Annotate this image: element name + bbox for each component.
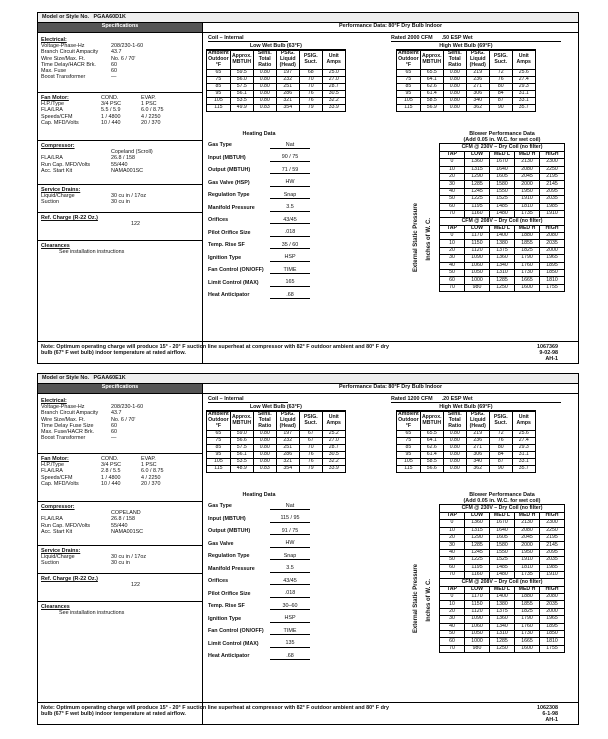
- doc-code: 1062308: [537, 705, 558, 711]
- sheet-header: [38, 374, 578, 384]
- ref-charge-section: [38, 574, 202, 602]
- spec-row: H.P./Type 3/4 PSC 1 PSC: [41, 101, 157, 108]
- spec-row: Suction 30 cu in: [41, 560, 130, 567]
- low-wb-table: [206, 404, 346, 473]
- heating-row: Temp. Rise SF 30–60: [208, 600, 310, 613]
- table-row: 0 1360 1670 2130 2300: [440, 159, 565, 166]
- heating-row: Gas Type Nat: [208, 500, 310, 513]
- model-label: Model or Style No.: [42, 375, 90, 381]
- col-header: MED H: [515, 512, 540, 519]
- spec-key: Max. Fuse/HACR Brk.: [41, 429, 95, 436]
- table-row: 75 56.6 0.80 232 67 27.0: [207, 438, 346, 445]
- spec-row: FLA/LRA 2.8 / 5.5 6.0 / 8.75: [41, 468, 164, 475]
- table-row: 95 61.4 0.80 306 84 31.1: [397, 452, 536, 459]
- col-header: Ambient Outdoor °F: [208, 411, 229, 430]
- table-row: 105 53.5 0.80 321 76 32.2: [207, 97, 346, 104]
- spec-row: Acc. Start Kit NAMA001SC: [41, 528, 144, 535]
- spec-value: 43.7: [111, 49, 122, 56]
- table-row: 10 1150 1380 1855 2035: [440, 601, 565, 608]
- heating-row: Regulation Type Snap: [208, 550, 310, 563]
- section-title: Electrical:: [41, 37, 67, 43]
- coil-label: Coil: [208, 35, 219, 41]
- col-header: PSIG. Suct.: [489, 412, 512, 431]
- fan-motor-section: [38, 454, 202, 502]
- spec-key: Branch Circuit Ampacity: [41, 410, 99, 417]
- note: [38, 702, 578, 724]
- blower-performance: [439, 131, 565, 292]
- blower-group-title: CFM @ 230V – Dry Coil (no filter): [440, 144, 565, 151]
- coil-label: Coil: [208, 396, 219, 402]
- heating-row: Pilot Orifice Size .018: [208, 227, 310, 240]
- col-header: MED H: [515, 225, 540, 232]
- doc-code: AH-1: [545, 356, 558, 363]
- compressor-section: [38, 502, 202, 546]
- table-row: 10 1315 1640 2080 2250: [440, 527, 565, 534]
- table-row: 20 1290 1605 2045 2195: [440, 173, 565, 180]
- electrical-section: [38, 35, 202, 93]
- table-row: 30 1090 1360 1790 1965: [440, 255, 565, 262]
- col-header: Ambient Outdoor °F: [398, 411, 419, 430]
- col-header: Unit Amps: [322, 51, 345, 70]
- table-row: 50 1225 1525 1910 2035: [440, 196, 565, 203]
- heating-row: Input (MBTUH) 90 / 75: [208, 152, 310, 165]
- doc-codes: [537, 344, 558, 363]
- col-header: Unit Amps: [322, 412, 345, 431]
- model-number: PGAA60E1K: [93, 375, 126, 381]
- section-title: Electrical:: [41, 398, 67, 404]
- table-row: 85 62.6 0.80 271 80 29.3: [397, 445, 536, 452]
- col-header: Unit Amps: [512, 412, 535, 431]
- col-header: COND.: [101, 95, 119, 101]
- table-row: 0 1170 1400 1880 2080: [440, 594, 565, 601]
- rated-cfm: 2000: [407, 35, 420, 41]
- clearances-section: [38, 241, 202, 341]
- table-row: 60 1000 1285 1665 1810: [440, 277, 565, 284]
- section-title: Clearances: [41, 604, 70, 610]
- spec-sheet: [37, 12, 579, 364]
- table-row: 60 1195 1485 1810 1985: [440, 564, 565, 571]
- coil-value: Internal: [224, 35, 244, 41]
- heating-row: Gas Valve (HSP) HW: [208, 177, 310, 190]
- table-row: 85 62.6 0.80 271 80 29.3: [397, 84, 536, 91]
- table-row: 20 1120 1375 1825 2000: [440, 608, 565, 615]
- perf-title: Performance Data: 80°F Dry Bulb Indoor: [203, 23, 578, 33]
- table-row: 20 1290 1605 2045 2195: [440, 534, 565, 541]
- table-row: 70 1160 1480 1735 1910: [440, 210, 565, 217]
- heating-row: Ignition Type HSP: [208, 613, 310, 626]
- col-header: TAP: [440, 512, 465, 519]
- spec-key: Boost Transformer: [41, 435, 86, 442]
- ref-charge-value: 122: [131, 221, 140, 228]
- col-header: Sens. Total Ratio: [443, 51, 466, 70]
- heating-row: Heat Anticipator .68: [208, 289, 310, 302]
- table-row: 115 49.9 0.83 354 79 33.9: [207, 104, 346, 111]
- model-number: PGAA60D1K: [93, 14, 126, 20]
- fan-motor-section: [38, 93, 202, 141]
- col-header: PSIG. Liquid (Head): [276, 412, 299, 431]
- esp-value: .50: [441, 35, 450, 41]
- table-row: 60 1195 1485 1810 1985: [440, 203, 565, 210]
- blower-group-title: CFM @ 208V – Dry Coil (no filter): [440, 218, 565, 225]
- col-header: MED H: [515, 586, 540, 593]
- compressor-section: [38, 141, 202, 185]
- spec-row: Speeds/CFM 1 / 4800 4 / 2250: [41, 474, 161, 481]
- spec-row: Cap. MFD/Volts 10 / 440 20 / 370: [41, 119, 161, 126]
- table-title: High Wet Bulb (69°F): [396, 404, 536, 411]
- table-row: 75 64.1 0.80 236 76 27.4: [397, 77, 536, 84]
- clearances-value: See installation instructions: [59, 610, 125, 617]
- table-row: 0 1360 1670 2130 2300: [440, 520, 565, 527]
- col-header: MED L: [490, 512, 515, 519]
- spec-value: 208/230-1-60: [111, 404, 144, 411]
- spec-title: Specifications: [38, 23, 202, 33]
- spec-key: Time Delay/HACR Brk.: [41, 61, 96, 68]
- spec-key: Branch Circuit Ampacity: [41, 49, 99, 56]
- sheet-header: [38, 13, 578, 23]
- col-header: EVAP.: [141, 456, 156, 462]
- spec-row: Cap. MFD/Volts 10 / 440 20 / 370: [41, 480, 161, 487]
- spec-value: —: [111, 435, 117, 442]
- col-header: TAP: [440, 151, 465, 158]
- table-row: 40 1245 1550 1950 2095: [440, 188, 565, 195]
- table-row: 85 57.5 0.80 251 70 28.7: [207, 84, 346, 91]
- spec-row: Liquid/Charge 30 cu in / 17oz: [41, 193, 147, 200]
- table-title: High Wet Bulb (69°F): [396, 43, 536, 50]
- rated-label: Rated: [391, 35, 406, 41]
- spec-value: No. 6 / 70': [111, 416, 136, 423]
- spec-value: No. 6 / 70': [111, 55, 136, 62]
- table-row: 115 48.9 0.83 354 79 33.9: [207, 465, 346, 472]
- section-title: Service Drains:: [41, 187, 81, 193]
- table-row: 20 1120 1375 1825 2000: [440, 247, 565, 254]
- heating-data: [208, 131, 310, 302]
- table-row: 10 1315 1640 2080 2250: [440, 166, 565, 173]
- spec-row: Liquid/Charge 30 cu in / 17oz: [41, 554, 147, 561]
- esp-unit-vertical-label: Inches of W. C.: [426, 218, 432, 261]
- spec-value: —: [111, 74, 117, 81]
- col-header: Sens. Total Ratio: [253, 412, 276, 431]
- spec-key: Wire Size/Max. Ft.: [41, 416, 86, 423]
- section-title: Fan Motor:: [41, 456, 69, 462]
- table-row: 75 64.1 0.80 236 76 27.4: [397, 438, 536, 445]
- blower-group-title: CFM @ 208V – Dry Coil (no filter): [440, 579, 565, 586]
- col-header: HIGH: [540, 225, 565, 232]
- spec-row: H.P./Type 3/4 PSC 1 PSC: [41, 462, 157, 469]
- col-header: Ambient Outdoor °F: [208, 50, 229, 69]
- spec-key: Time Delay Fuse Size: [41, 422, 94, 429]
- heating-row: Output (MBTUH) 91 / 75: [208, 525, 310, 538]
- heating-row: Limit Control (MAX) 135: [208, 638, 310, 651]
- spec-value: 60: [111, 61, 117, 68]
- table-row: 30 1285 1580 2000 2145: [440, 542, 565, 549]
- table-row: 65 59.5 0.80 197 68 25.0: [207, 70, 346, 77]
- col-header: Approx. MBTUH: [420, 412, 443, 431]
- table-row: 50 1050 1310 1730 1850: [440, 631, 565, 638]
- rated-cfm: 1200: [407, 396, 420, 402]
- blower-title: Blower Performance Data: [469, 131, 535, 137]
- esp-vertical-label: External Static Pressure: [413, 203, 419, 273]
- col-header: MED L: [490, 151, 515, 158]
- col-header: PSIG. Liquid (Head): [466, 412, 489, 431]
- ref-charge-label: Ref. Charge (R-22 Oz.): [41, 576, 98, 582]
- spec-key: Max. Fuse: [41, 68, 67, 75]
- service-section: [38, 185, 202, 213]
- col-header: MED L: [490, 586, 515, 593]
- heating-row: Ignition Type HSP: [208, 252, 310, 265]
- col-header: Approx. MBTUH: [230, 412, 253, 431]
- section-title: Fan Motor:: [41, 95, 69, 101]
- service-section: [38, 546, 202, 574]
- spec-key: Voltage-Phase-Hz: [41, 43, 85, 50]
- table-row: 115 56.9 0.80 362 90 35.7: [397, 104, 536, 111]
- col-header: MED L: [490, 225, 515, 232]
- col-header: HIGH: [540, 151, 565, 158]
- col-header: Ambient Outdoor °F: [398, 50, 419, 69]
- heating-row: Gas Valve HW: [208, 538, 310, 551]
- heating-row: Heat Anticipator .68: [208, 650, 310, 663]
- heating-row: Temp. Rise SF 35 / 60: [208, 239, 310, 252]
- table-row: 105 53.5 0.80 321 76 32.2: [207, 458, 346, 465]
- model-label: Model or Style No.: [42, 14, 90, 20]
- spec-value: 60: [111, 68, 117, 75]
- blower-subtitle: (Add 0.05 in. W.C. for wet coil): [463, 498, 541, 505]
- spec-key: Boost Transformer: [41, 74, 86, 81]
- clearances-value: See installation instructions: [59, 249, 125, 256]
- table-row: 50 1225 1525 1910 2035: [440, 557, 565, 564]
- heating-row: Limit Control (MAX) 165: [208, 277, 310, 290]
- col-header: HIGH: [540, 512, 565, 519]
- heating-row: Manifold Pressure 3.5: [208, 563, 310, 576]
- col-header: LOW: [465, 151, 490, 158]
- col-header: LOW: [465, 225, 490, 232]
- heating-row: Gas Type Nat: [208, 139, 310, 152]
- spec-row: Run Cap. MFD/Volts 55/440: [41, 522, 128, 529]
- col-header: Sens. Total Ratio: [443, 412, 466, 431]
- spec-row: Speeds/CFM 1 / 4800 4 / 2250: [41, 113, 161, 120]
- spec-row: COPELAND: [111, 510, 141, 517]
- table-row: 30 1285 1580 2000 2145: [440, 181, 565, 188]
- col-header: Approx. MBTUH: [230, 51, 253, 70]
- section-title: Compressor:: [41, 143, 75, 149]
- spec-row: Copeland (Scroll): [111, 149, 153, 156]
- col-header: Sens. Total Ratio: [253, 51, 276, 70]
- spec-row: [41, 435, 199, 441]
- blower-group-title: CFM @ 230V – Dry Coil (no filter): [440, 505, 565, 512]
- ref-charge-label: Ref. Charge (R-22 Oz.): [41, 215, 98, 221]
- col-header: PSIG. Liquid (Head): [466, 51, 489, 70]
- spec-row: [41, 74, 199, 80]
- col-header: PSIG. Suct.: [299, 412, 322, 431]
- table-row: 30 1090 1360 1790 1965: [440, 616, 565, 623]
- table-row: 40 1060 1340 1760 1895: [440, 262, 565, 269]
- table-row: 40 1245 1550 1950 2095: [440, 549, 565, 556]
- col-header: COND.: [101, 456, 119, 462]
- col-header: LOW: [465, 512, 490, 519]
- table-row: 95 61.4 0.80 306 84 31.1: [397, 91, 536, 98]
- table-row: 70 1160 1480 1735 1910: [440, 571, 565, 578]
- heating-row: Pilot Orifice Size .018: [208, 588, 310, 601]
- heating-title: Heating Data: [242, 492, 276, 498]
- col-header: MED H: [515, 151, 540, 158]
- heating-row: Manifold Pressure 3.5: [208, 202, 310, 215]
- high-wb-table: [396, 404, 536, 473]
- clearances-section: [38, 602, 202, 702]
- table-row: 85 57.5 0.80 251 70 28.7: [207, 445, 346, 452]
- table-row: 105 58.5 0.80 340 87 33.1: [397, 458, 536, 465]
- esp-unit-vertical-label: Inches of W. C.: [426, 579, 432, 622]
- spec-row: FLA/LRA 26.8 / 158: [41, 155, 135, 162]
- doc-code: 6-1-98: [542, 711, 558, 718]
- col-header: LOW: [465, 586, 490, 593]
- col-header: PSIG. Suct.: [299, 51, 322, 70]
- blower-subtitle: (Add 0.05 in. W.C. for wet coil): [463, 137, 541, 144]
- spec-row: Run Cap. MFD/Volts 55/440: [41, 161, 128, 168]
- coil-value: Internal: [224, 396, 244, 402]
- col-header: PSIG. Liquid (Head): [276, 51, 299, 70]
- note-text: Note: Optimum operating charge will produce 15° - 20° F suction line superheat at compressor with 82° F outdoor ambient and 80° F dry bulb (67° F wet bulb) indoor temperature at rated airflow.: [41, 705, 389, 718]
- table-row: 105 58.5 0.80 340 87 33.1: [397, 97, 536, 104]
- heating-title: Heating Data: [242, 131, 276, 137]
- ref-charge-value: 122: [131, 582, 140, 589]
- spec-value: 43.7: [111, 410, 122, 417]
- table-row: 115 56.6 0.80 362 90 35.7: [397, 465, 536, 472]
- table-row: 65 59.0 0.80 197 67 25.2: [207, 431, 346, 438]
- spec-key: Wire Size/Max. Ft.: [41, 55, 86, 62]
- ref-charge-section: [38, 213, 202, 241]
- col-header: Approx. MBTUH: [420, 51, 443, 70]
- doc-codes: [537, 705, 558, 724]
- table-row: 0 1170 1400 1880 2080: [440, 233, 565, 240]
- coil-line: Coil – Internal Rated 1200 CFM .20 ESP Wet: [208, 396, 561, 403]
- divider: [202, 384, 203, 724]
- col-header: Unit Amps: [512, 51, 535, 70]
- heating-row: Fan Control (ON/OFF) TIME: [208, 264, 310, 277]
- blower-performance: [439, 492, 565, 653]
- col-header: PSIG. Suct.: [489, 51, 512, 70]
- coil-line: Coil – Internal Rated 2000 CFM .50 ESP Wet: [208, 35, 561, 42]
- electrical-section: [38, 396, 202, 454]
- table-row: 70 980 1250 1600 1755: [440, 645, 565, 652]
- section-title: Compressor:: [41, 504, 75, 510]
- note: [38, 341, 578, 363]
- spec-row: FLA/LRA 5.5 / 5.9 6.0 / 8.75: [41, 107, 164, 114]
- table-row: 75 56.0 0.80 232 70 27.0: [207, 77, 346, 84]
- spec-value: 60: [111, 422, 117, 429]
- spec-row: FLA/LRA 26.8 / 158: [41, 516, 135, 523]
- col-header: TAP: [440, 225, 465, 232]
- blower-title: Blower Performance Data: [469, 492, 535, 498]
- section-title: Clearances: [41, 243, 70, 249]
- spec-row: Suction 30 cu in: [41, 199, 130, 206]
- col-header: EVAP.: [141, 95, 156, 101]
- doc-code: AH-1: [545, 717, 558, 724]
- heating-row: Output (MBTUH) 71 / 59: [208, 164, 310, 177]
- table-row: 70 980 1250 1600 1755: [440, 284, 565, 291]
- table-row: 40 1060 1340 1760 1895: [440, 623, 565, 630]
- table-row: 60 1000 1285 1665 1810: [440, 638, 565, 645]
- esp-value: .20: [441, 396, 450, 402]
- spec-key: Voltage-Phase-Hz: [41, 404, 85, 411]
- heating-row: Regulation Type Snap: [208, 189, 310, 202]
- spec-sheet: [37, 373, 579, 725]
- spec-value: 208/230-1-60: [111, 43, 144, 50]
- esp-vertical-label: External Static Pressure: [413, 564, 419, 634]
- table-row: 65 65.5 0.80 219 72 25.6: [397, 70, 536, 77]
- heating-row: Orifices 43/45: [208, 214, 310, 227]
- table-row: 50 1050 1310 1730 1850: [440, 270, 565, 277]
- spec-title: Specifications: [38, 384, 202, 394]
- col-header: HIGH: [540, 586, 565, 593]
- heating-row: Orifices 43/45: [208, 575, 310, 588]
- heating-data: [208, 492, 310, 663]
- heating-row: Fan Control (ON/OFF) TIME: [208, 625, 310, 638]
- high-wb-table: [396, 43, 536, 112]
- divider: [202, 23, 203, 363]
- rated-label: Rated: [391, 396, 406, 402]
- table-title: Low Wet Bulb (63°F): [206, 404, 346, 411]
- table-row: 65 65.5 0.80 219 72 25.6: [397, 431, 536, 438]
- col-header: TAP: [440, 586, 465, 593]
- low-wb-table: [206, 43, 346, 112]
- table-row: 10 1150 1380 1855 2035: [440, 240, 565, 247]
- heating-row: Input (MBTUH) 115 / 95: [208, 513, 310, 526]
- table-row: 95 56.1 0.80 286 76 30.5: [207, 91, 346, 98]
- note-text: Note: Optimum operating charge will produce 15° - 20° F suction line superheat at compressor with 82° F outdoor ambient and 80° F dry bulb (67° F wet bulb) indoor temperature at rated airflow.: [41, 344, 389, 357]
- section-title: Service Drains:: [41, 548, 81, 554]
- doc-code: 9-02-98: [539, 350, 558, 357]
- table-title: Low Wet Bulb (63°F): [206, 43, 346, 50]
- spec-row: Acc. Start Kit NAMA001SC: [41, 167, 144, 174]
- table-row: 95 56.1 0.80 286 76 30.5: [207, 452, 346, 459]
- spec-value: 60: [111, 429, 117, 436]
- perf-title: Performance Data: 80°F Dry Bulb Indoor: [203, 384, 578, 394]
- doc-code: 1067369: [537, 344, 558, 350]
